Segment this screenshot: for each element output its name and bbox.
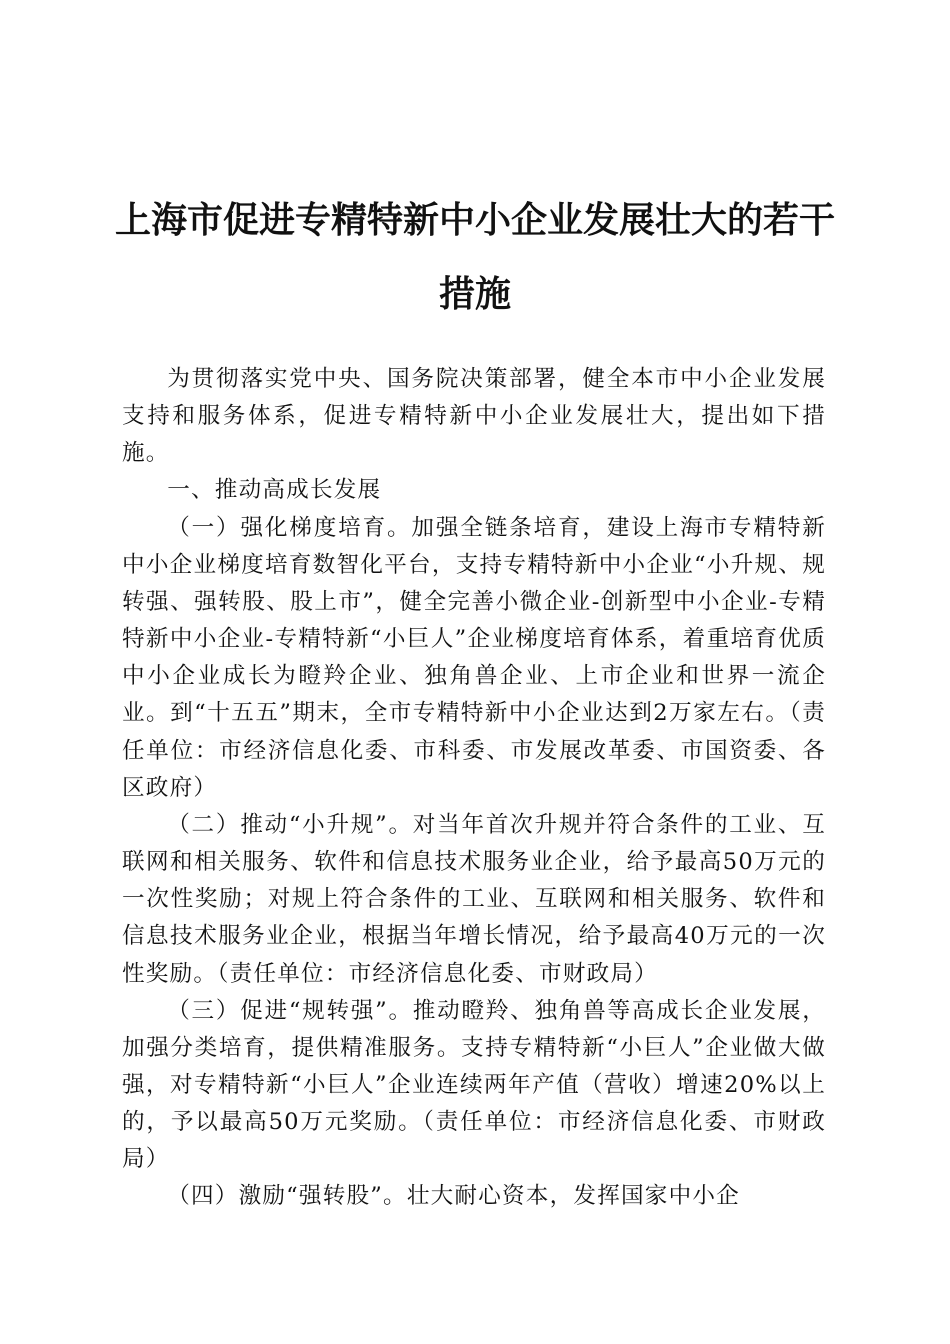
measure-paragraph-1: （一）强化梯度培育。加强全链条培育，建设上海市专精特新中小企业梯度培育数智化平台，支持专精特新中小企业“小升规、规转强、强转股、股上市”，健全完善小微企业-创新型中小企业-专精特新中小企业-专精特新“小巨人”企业梯度培育体系，着重培育优质中小企业成长为瞪羚企业、独角兽企业、上市企业和世界一流企业。到“十五五”期末，全市专精特新中小企业达到2万家左右。（责任单位：市经济信息化委、市科委、市发展改革委、市国资委、各区政府） bbox=[122, 514, 826, 801]
document-title-line-1: 上海市促进专精特新中小企业发展壮大的若干 bbox=[114, 199, 835, 241]
section-heading-1: 一、推动高成长发展 bbox=[167, 477, 382, 504]
measure-paragraph-3: （三）促进“规转强”。推动瞪羚、独角兽等高成长企业发展，加强分类培育，提供精准服务。支持专精特新“小巨人”企业做大做强，对专精特新“小巨人”企业连续两年产值（营收）增速20%以上的，予以最高50万元奖励。（责任单位：市经济信息化委、市财政局） bbox=[122, 997, 826, 1173]
measure-paragraph-2: （二）推动“小升规”。对当年首次升规并符合条件的工业、互联网和相关服务、软件和信息技术服务业企业，给予最高50万元的一次性奖励；对规上符合条件的工业、互联网和相关服务、软件和信息技术服务业企业，根据当年增长情况，给予最高40万元的一次性奖励。（责任单位：市经济信息化委、市财政局） bbox=[122, 811, 826, 987]
document-body bbox=[122, 361, 826, 1216]
document-title-line-2: 措施 bbox=[438, 273, 511, 315]
intro-paragraph: 为贯彻落实党中央、国务院决策部署，健全本市中小企业发展支持和服务体系，促进专精特新中小企业发展壮大，提出如下措施。 bbox=[122, 366, 826, 467]
measure-paragraph-4: （四）激励“强转股”。壮大耐心资本，发挥国家中小企 bbox=[167, 1183, 740, 1210]
